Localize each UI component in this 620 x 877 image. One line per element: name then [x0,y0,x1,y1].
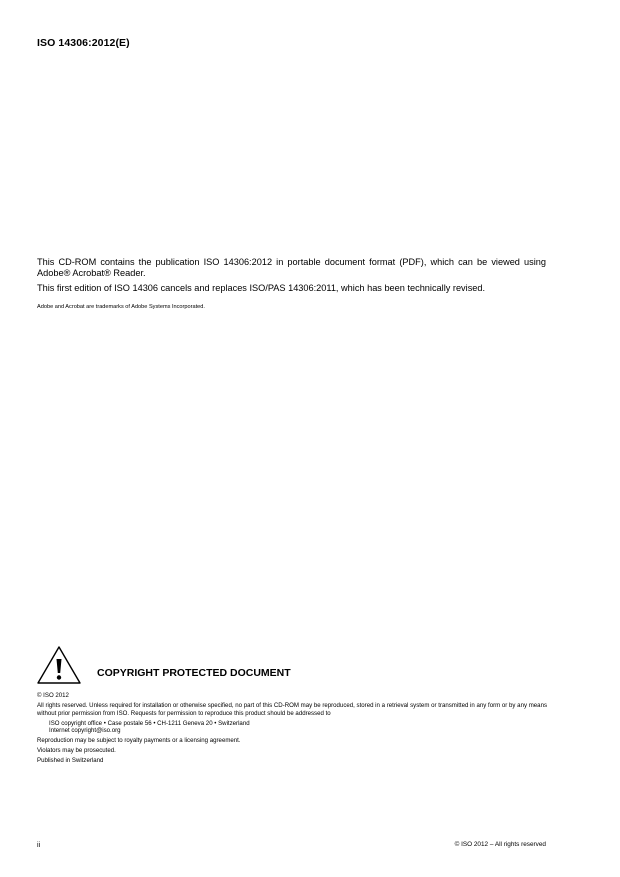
intro-paragraph-1: This CD-ROM contains the publication ISO 14306:2012 in portable document format (PDF), which can be viewed using Adobe® Acrobat® Reader. [37,257,546,278]
legal-section [37,692,547,767]
copyright-title: COPYRIGHT PROTECTED DOCUMENT [97,667,291,679]
document-header: ISO 14306:2012(E) [37,37,130,49]
intro-section [37,257,546,315]
warning-triangle-icon [36,645,82,685]
address-line: ISO copyright office • Case postale 56 • CH-1211 Geneva 20 • Switzerland [49,719,250,727]
intro-paragraph-2: This first edition of ISO 14306 cancels and replaces ISO/PAS 14306:2011, which has been technically revised. [37,283,486,293]
footer-rights: © ISO 2012 – All rights reserved [454,841,546,848]
reproduction-text: Reproduction may be subject to royalty payments or a licensing agreement. [37,737,241,745]
published-text: Published in Switzerland [37,757,104,765]
copyright-notice: © ISO 2012 [37,692,69,699]
internet-line: Internet copyright@iso.org [49,727,121,735]
violators-text: Violators may be prosecuted. [37,747,116,755]
trademark-note: Adobe and Acrobat are trademarks of Adobe Systems Incorporated. [37,304,205,310]
rights-text: All rights reserved. Unless required for installation or otherwise specified, no part of this CD-ROM may be reproduced, stored in a retrieval system or transmitted in any form or by any means without prior permission from ISO. Requests for permission to reproduce this product should be addressed to [37,701,547,717]
page-number: ii [37,840,41,849]
